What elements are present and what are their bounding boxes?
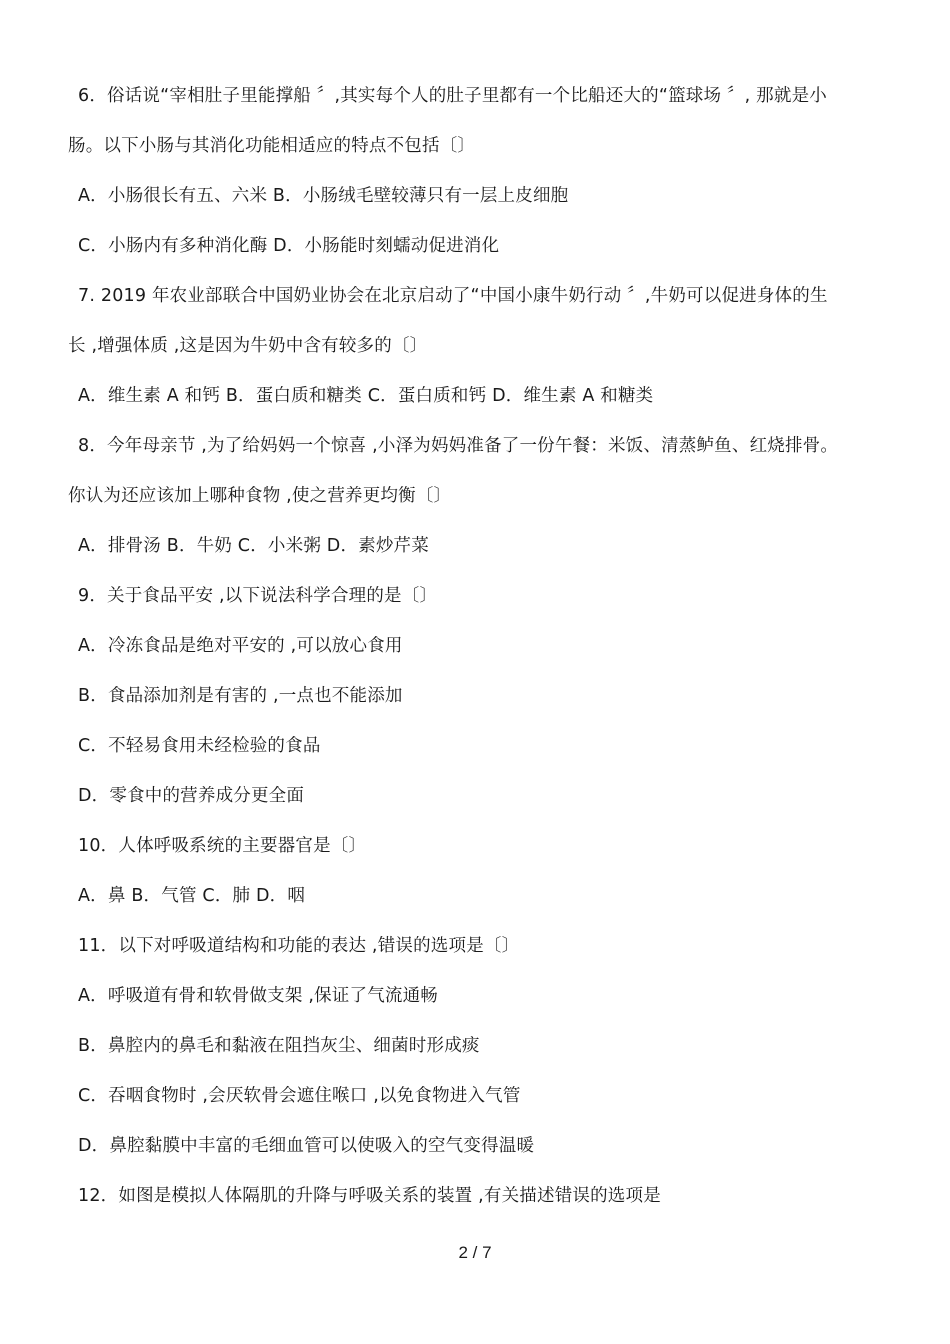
question-7-options: A．维生素 A 和钙 B．蛋白质和糖类 C．蛋白质和钙 D．维生素 A 和糖类 (78, 386, 654, 406)
question-6-options-line-2: C．小肠内有多种消化酶 D．小肠能时刻蠕动促进消化 (78, 236, 500, 256)
question-6-stem-line-1: 6．俗话说“宰相肚子里能撑船 〞,其实每个人的肚子里都有一个比船还大的“篮球场 〞, 那就是小 (78, 86, 827, 106)
question-7-stem-line-1: 7. 2019 年农业部联合中国奶业协会在北京启动了“中国小康牛奶行动 〞,牛奶可以促进身体的生 (78, 286, 828, 306)
question-11-option-d: D．鼻腔黏膜中丰富的毛细血管可以使吸入的空气变得温暖 (78, 1136, 535, 1156)
question-9-option-b: B．食品添加剂是有害的 ,一点也不能添加 (78, 686, 403, 706)
question-6-options-line-1: A．小肠很长有五、六米 B．小肠绒毛壁较薄只有一层上皮细胞 (78, 186, 569, 206)
question-12-stem: 12．如图是模拟人体隔肌的升降与呼吸关系的装置 ,有关描述错误的选项是 (78, 1186, 661, 1206)
question-10-stem: 10．人体呼吸系统的主要器官是〔〕 (78, 836, 367, 856)
question-11-option-c: C．吞咽食物时 ,会厌软骨会遮住喉口 ,以免食物进入气管 (78, 1086, 521, 1106)
question-9-option-c: C．不轻易食用未经检验的食品 (78, 736, 321, 756)
question-9-option-d: D．零食中的营养成分更全面 (78, 786, 305, 806)
question-8-stem-line-2: 你认为还应该加上哪种食物 ,使之营养更均衡〔〕 (68, 486, 452, 506)
question-8-stem-line-1: 8．今年母亲节 ,为了给妈妈一个惊喜 ,小泽为妈妈准备了一份午餐：米饭、清蒸鲈鱼、红烧排骨。 (78, 436, 839, 456)
question-6-stem-line-2: 肠。以下小肠与其消化功能相适应的特点不包括〔〕 (68, 136, 476, 156)
question-9-stem: 9．关于食品平安 ,以下说法科学合理的是〔〕 (78, 586, 438, 606)
question-7-stem-line-2: 长 ,增强体质 ,这是因为牛奶中含有较多的〔〕 (68, 336, 428, 356)
question-9-option-a: A．冷冻食品是绝对平安的 ,可以放心食用 (78, 636, 403, 656)
question-10-options: A．鼻 B．气管 C．肺 D．咽 (78, 886, 306, 906)
question-8-options: A．排骨汤 B．牛奶 C．小米粥 D．素炒芹菜 (78, 536, 429, 556)
question-11-option-a: A．呼吸道有骨和软骨做支架 ,保证了气流通畅 (78, 986, 438, 1006)
question-11-stem: 11．以下对呼吸道结构和功能的表达 ,错误的选项是〔〕 (78, 936, 520, 956)
question-11-option-b: B．鼻腔内的鼻毛和黏液在阻挡灰尘、细菌时形成痰 (78, 1036, 480, 1056)
page-number: 2 / 7 (458, 1243, 492, 1262)
